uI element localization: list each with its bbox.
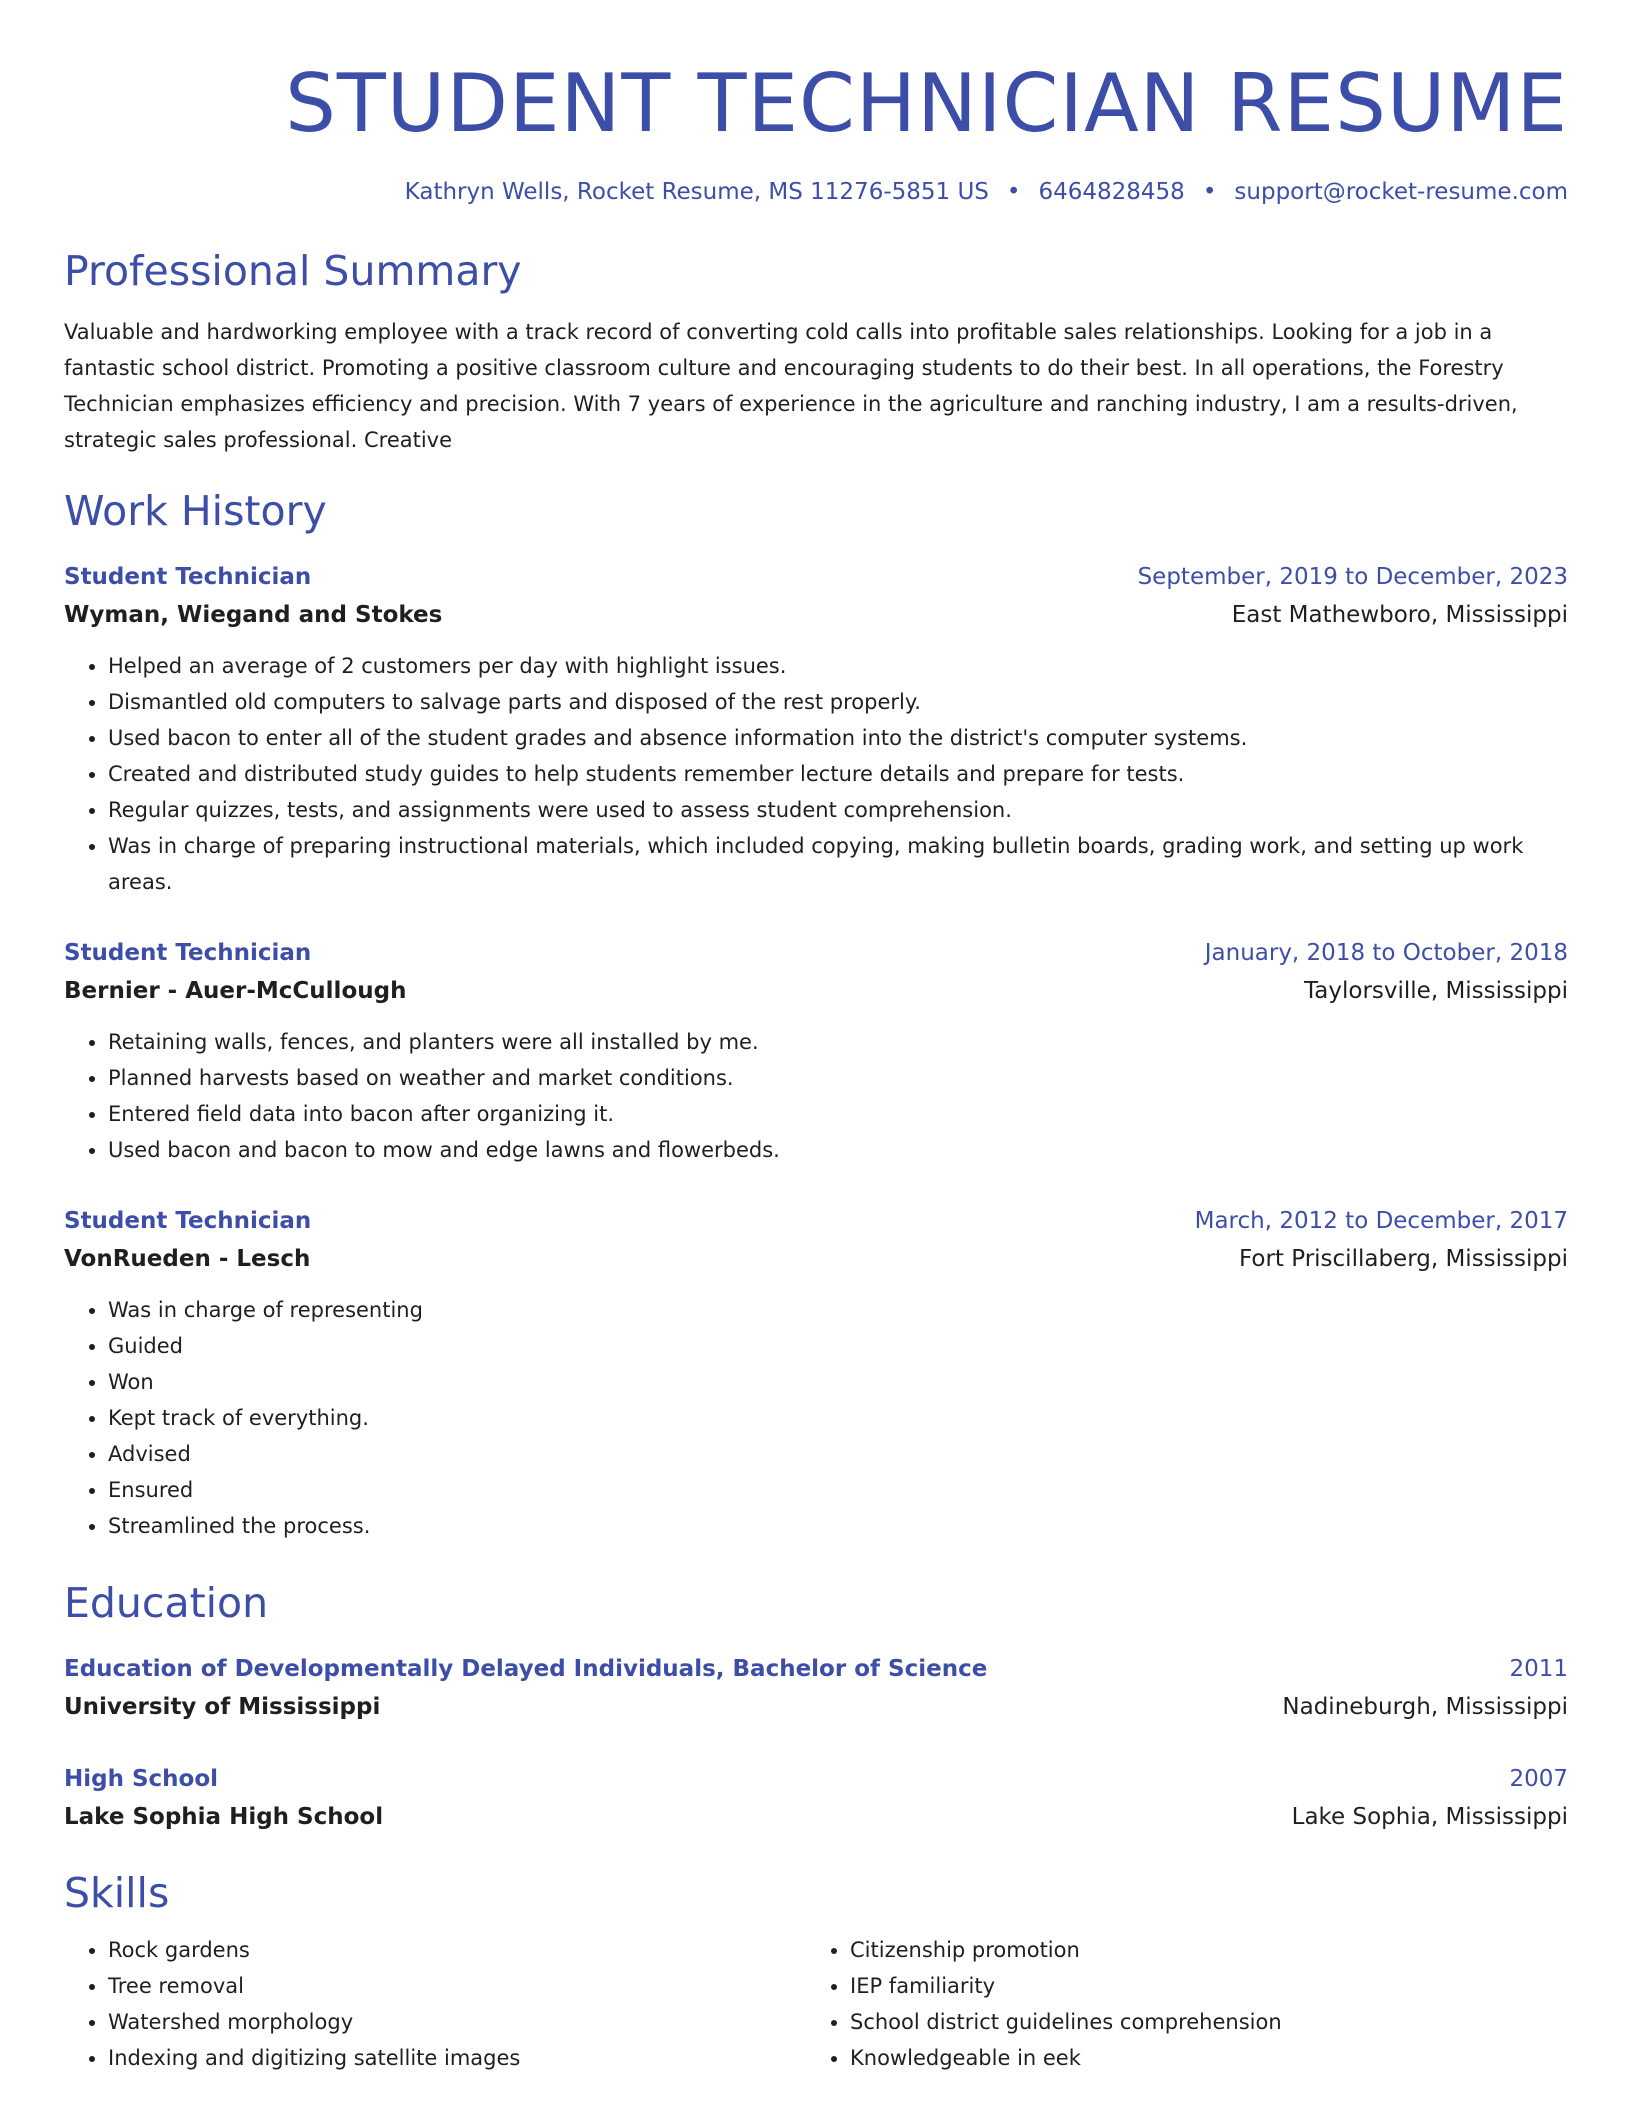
skill-item: • Indexing and digitizing satellite images xyxy=(108,2040,806,2076)
job-bullet: • Advised xyxy=(108,1436,1568,1472)
job-dates: March, 2012 to December, 2017 xyxy=(1194,1208,1568,1234)
skill-item: • Knowledgeable in eek xyxy=(850,2040,1548,2076)
job-bullet: • Planned harvests based on weather and market conditions. xyxy=(108,1060,1568,1096)
contact-email: support@rocket-resume.com xyxy=(1234,179,1568,205)
job-dates: September, 2019 to December, 2023 xyxy=(1137,564,1568,590)
skill-item: • Rock gardens xyxy=(108,1932,806,1968)
education-location: Lake Sophia, Mississippi xyxy=(1291,1804,1568,1830)
job-entry xyxy=(64,1202,1568,1544)
education-school: University of Mississippi xyxy=(64,1694,381,1720)
contact-separator: • xyxy=(1006,179,1021,205)
job-bullet: • Won xyxy=(108,1364,1568,1400)
education-year: 2007 xyxy=(1509,1766,1568,1792)
contact-separator: • xyxy=(1202,179,1217,205)
job-bullet: • Entered field data into bacon after organizing it. xyxy=(108,1096,1568,1132)
job-dates: January, 2018 to October, 2018 xyxy=(1204,940,1568,966)
contact-address: Kathryn Wells, Rocket Resume, MS 11276-5851 US xyxy=(404,179,989,205)
job-role: Student Technician xyxy=(64,564,312,590)
contact-line xyxy=(64,176,1568,208)
job-bullet: • Dismantled old computers to salvage parts and disposed of the rest properly. xyxy=(108,684,1568,720)
job-bullet: • Retaining walls, fences, and planters were all installed by me. xyxy=(108,1024,1568,1060)
job-location: East Mathewboro, Mississippi xyxy=(1231,602,1568,628)
education-heading: Education xyxy=(64,1579,269,1627)
education-degree: High School xyxy=(64,1766,219,1792)
resume-title: STUDENT TECHNICIAN RESUME xyxy=(285,57,1568,150)
resume-page xyxy=(64,0,1568,2076)
summary-text: Valuable and hardworking employee with a track record of converting cold calls into profitable sales relationships. Looking for a job in a fantastic school district. Promoting a positive classroom culture and encouraging students to do their best. In all operations, the Forestry Technician emphasizes efficiency and precision. With 7 years of experience in the agriculture and ranching industry, I am a results-driven, strategic sales professional. Creative xyxy=(64,320,1518,452)
job-entry xyxy=(64,558,1568,900)
job-entry xyxy=(64,934,1568,1168)
job-bullet: • Kept track of everything. xyxy=(108,1400,1568,1436)
job-bullet: • Created and distributed study guides to help students remember lecture details and prepare for tests. xyxy=(108,756,1568,792)
education-school: Lake Sophia High School xyxy=(64,1804,384,1830)
skills-right-list xyxy=(806,1932,1548,2076)
job-bullet: • Helped an average of 2 customers per day with highlight issues. xyxy=(108,648,1568,684)
job-bullet: • Regular quizzes, tests, and assignments were used to assess student comprehension. xyxy=(108,792,1568,828)
skills-columns xyxy=(64,1932,1568,2076)
education-year: 2011 xyxy=(1509,1656,1568,1682)
skill-item: • Tree removal xyxy=(108,1968,806,2004)
job-role: Student Technician xyxy=(64,1208,312,1234)
job-bullet: • Was in charge of preparing instructional materials, which included copying, making bulletin boards, grading work, and setting up work areas. xyxy=(108,828,1568,900)
job-bullet: • Streamlined the process. xyxy=(108,1508,1568,1544)
job-bullet: • Guided xyxy=(108,1328,1568,1364)
education-entry xyxy=(64,1650,1568,1726)
job-company: Wyman, Wiegand and Stokes xyxy=(64,602,443,628)
job-bullets xyxy=(64,648,1568,900)
skill-item: • Watershed morphology xyxy=(108,2004,806,2040)
job-bullet: • Was in charge of representing xyxy=(108,1292,1568,1328)
skills-left-list xyxy=(64,1932,806,2076)
job-role: Student Technician xyxy=(64,940,312,966)
skill-item: • School district guidelines comprehension xyxy=(850,2004,1548,2040)
skill-item: • Citizenship promotion xyxy=(850,1932,1548,1968)
job-location: Fort Priscillaberg, Mississippi xyxy=(1238,1246,1568,1272)
skills-heading: Skills xyxy=(64,1869,170,1917)
skill-item: • IEP familiarity xyxy=(850,1968,1548,2004)
job-bullet: • Used bacon to enter all of the student grades and absence information into the district's computer systems. xyxy=(108,720,1568,756)
education-entry xyxy=(64,1760,1568,1836)
job-bullet: • Ensured xyxy=(108,1472,1568,1508)
job-bullets xyxy=(64,1292,1568,1544)
education-location: Nadineburgh, Mississippi xyxy=(1282,1694,1568,1720)
job-location: Taylorsville, Mississippi xyxy=(1304,978,1568,1004)
job-bullets xyxy=(64,1024,1568,1168)
job-bullet: • Used bacon and bacon to mow and edge lawns and flowerbeds. xyxy=(108,1132,1568,1168)
work-history-heading: Work History xyxy=(64,487,327,535)
job-company: Bernier - Auer-McCullough xyxy=(64,978,407,1004)
education-degree: Education of Developmentally Delayed Individuals, Bachelor of Science xyxy=(64,1656,988,1682)
job-company: VonRueden - Lesch xyxy=(64,1246,311,1272)
contact-phone: 6464828458 xyxy=(1038,179,1185,205)
summary-heading: Professional Summary xyxy=(64,247,522,295)
